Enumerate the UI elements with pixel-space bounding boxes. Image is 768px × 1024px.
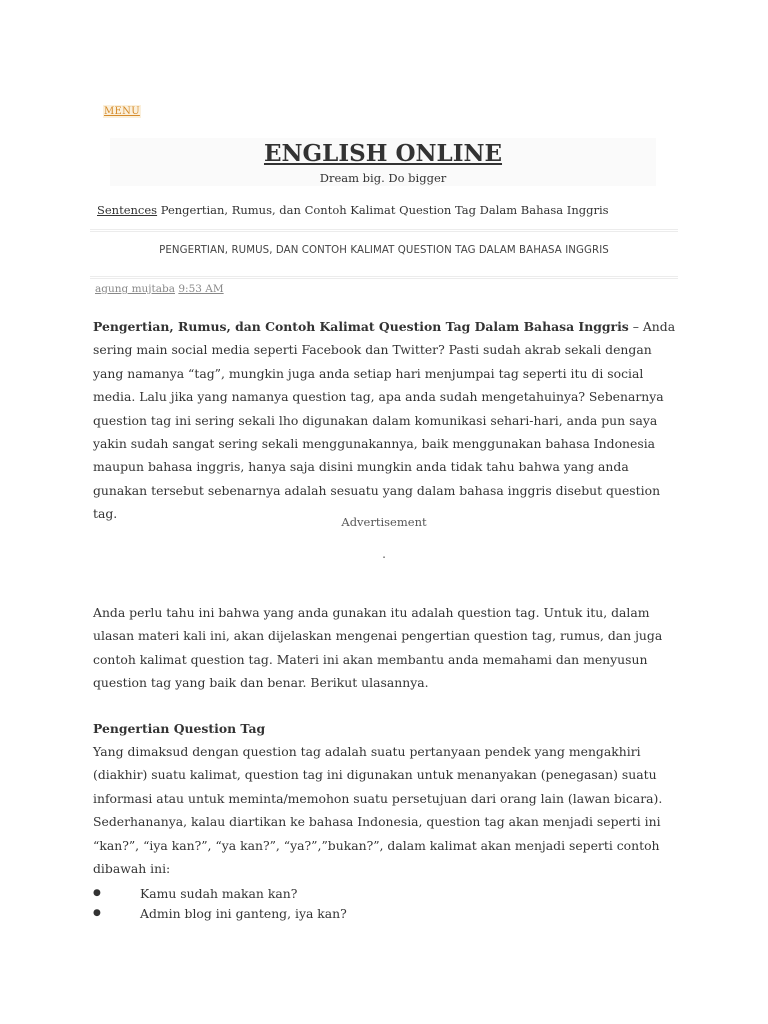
site-tagline: Dream big. Do bigger (319, 171, 447, 185)
section-heading: Pengertian Question Tag (93, 721, 266, 736)
site-header (110, 138, 656, 186)
example-text: Kamu sudah makan kan? (140, 886, 298, 901)
definition-paragraph: Yang dimaksud dengan question tag adalah suatu pertanyaan pendek yang mengakhiri (diakhir) suatu kalimat, question tag ini digunakan untuk menanyakan (penegasan) suatu informasi atau untuk meminta/memohon suatu persetujuan dari orang lain (lawan bicara). Sederhananya, kalau diartikan ke bahasa Indonesia, question tag akan menjadi seperti ini “kan?”, “iya kan?”, “ya kan?”, “ya?”,”bukan?”, dalam kalimat akan menjadi seperti contoh dibawah ini: (93, 744, 663, 877)
advertisement-label: Advertisement (341, 515, 427, 529)
post-time-link[interactable]: 9:53 AM (178, 283, 224, 295)
bullet-icon: ● (93, 907, 101, 918)
second-paragraph: Anda perlu tahu ini bahwa yang anda gunakan itu adalah question tag. Untuk itu, dalam ulasan materi kali ini, akan dijelaskan mengenai pengertian question tag, rumus, dan juga contoh kalimat question tag. Materi ini akan membantu anda memahami dan menyusun question tag yang baik dan benar. Berikut ulasannya. (93, 605, 663, 691)
bullet-icon: ● (93, 888, 101, 898)
menu-link[interactable]: MENU (104, 106, 140, 117)
list-item (93, 884, 593, 904)
example-list (93, 884, 593, 923)
post-meta (95, 282, 224, 296)
intro-bold-title: Pengertian, Rumus, dan Contoh Kalimat Question Tag Dalam Bahasa Inggris (93, 319, 629, 334)
advertisement-placeholder: . (382, 547, 386, 561)
breadcrumb-current: Pengertian, Rumus, dan Contoh Kalimat Question Tag Dalam Bahasa Inggris (160, 203, 609, 217)
list-item (93, 904, 593, 924)
example-text: Admin blog ini ganteng, iya kan? (140, 905, 347, 921)
breadcrumb (97, 202, 609, 218)
post-author-link[interactable]: agung mujtaba (95, 283, 176, 295)
intro-paragraph (93, 315, 679, 526)
post-title: PENGERTIAN, RUMUS, DAN CONTOH KALIMAT QUESTION TAG DALAM BAHASA INGGRIS (90, 229, 678, 279)
site-title[interactable]: ENGLISH ONLINE (263, 140, 503, 167)
intro-text: – Anda sering main social media seperti Facebook dan Twitter? Pasti sudah akrab sekali dengan yang namanya “tag”, mungkin juga anda setiap hari menjumpai tag seperti itu di social media. Lalu jika yang namanya question tag, apa anda sudah mengetahuinya? Sebenarnya question tag ini sering sekali lho digunakan dalam komunikasi sehari-hari, anda pun saya yakin sudah sangat sering sekali menggunakannya, baik menggunakan bahasa Indonesia maupun bahasa inggris, hanya saja disini mungkin anda tidak tahu bahwa yang anda gunakan tersebut sebenarnya adalah sesuatu yang dalam bahasa inggris disebut question tag. (93, 319, 676, 522)
breadcrumb-category-link[interactable]: Sentences (97, 203, 158, 217)
